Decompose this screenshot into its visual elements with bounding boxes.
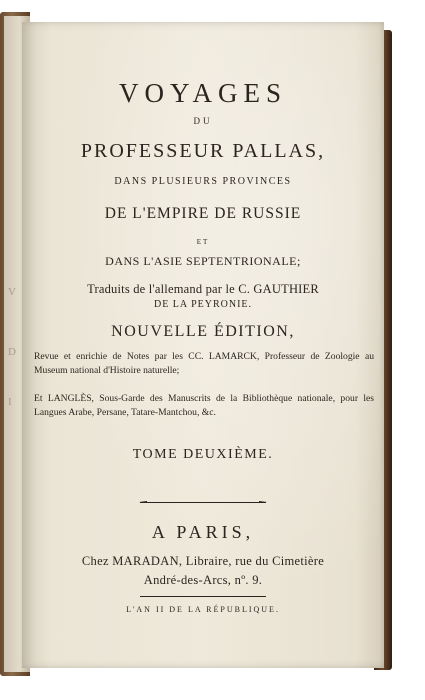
imprint-address: André-des-Arcs, nº. 9. [143,573,263,587]
ghost-text: D [8,346,17,358]
title-dans-provinces: DANS PLUSIEURS PROVINCES [114,176,292,187]
editor-lamarck-paragraph: Revue et enrichie de Notes par les CC. LAMARCK, Professeur de Zoologie au Museum national d'Histoire naturelle; [34,351,374,377]
imprint-city: A PARIS, [151,522,255,542]
imprint-date: L'AN II DE LA RÉPUBLIQUE. [126,605,280,614]
title-du: DU [193,116,213,126]
ornamental-rule [140,502,266,503]
title-et: ET [196,238,210,246]
imprint-publisher: Chez MARADAN, Libraire, rue du Cimetière [81,554,325,568]
volume-label: TOME DEUXIÈME. [132,447,274,462]
editor-langles-paragraph: Et LANGLÈS, Sous-Garde des Manuscrits de la Bibliothèque nationale, pour les Langues Arabe, Persane, Tatare-Mantchou, &c. [34,393,374,419]
translator-line-2: DE LA PEYRONIE. [153,299,253,310]
edition-heading: NOUVELLE ÉDITION, [111,323,295,340]
divider-rule [140,596,266,597]
title-voyages: VOYAGES [118,78,287,108]
ghost-text: I [8,396,13,408]
title-asie: DANS L'ASIE SEPTENTRIONALE; [105,254,301,268]
ghost-text: V [8,286,17,298]
title-page [22,22,384,668]
translator-line-1: Traduits de l'allemand par le C. GAUTHIER [87,282,319,296]
title-empire: DE L'EMPIRE DE RUSSIE [104,205,302,222]
title-professeur: PROFESSEUR PALLAS, [80,140,326,162]
